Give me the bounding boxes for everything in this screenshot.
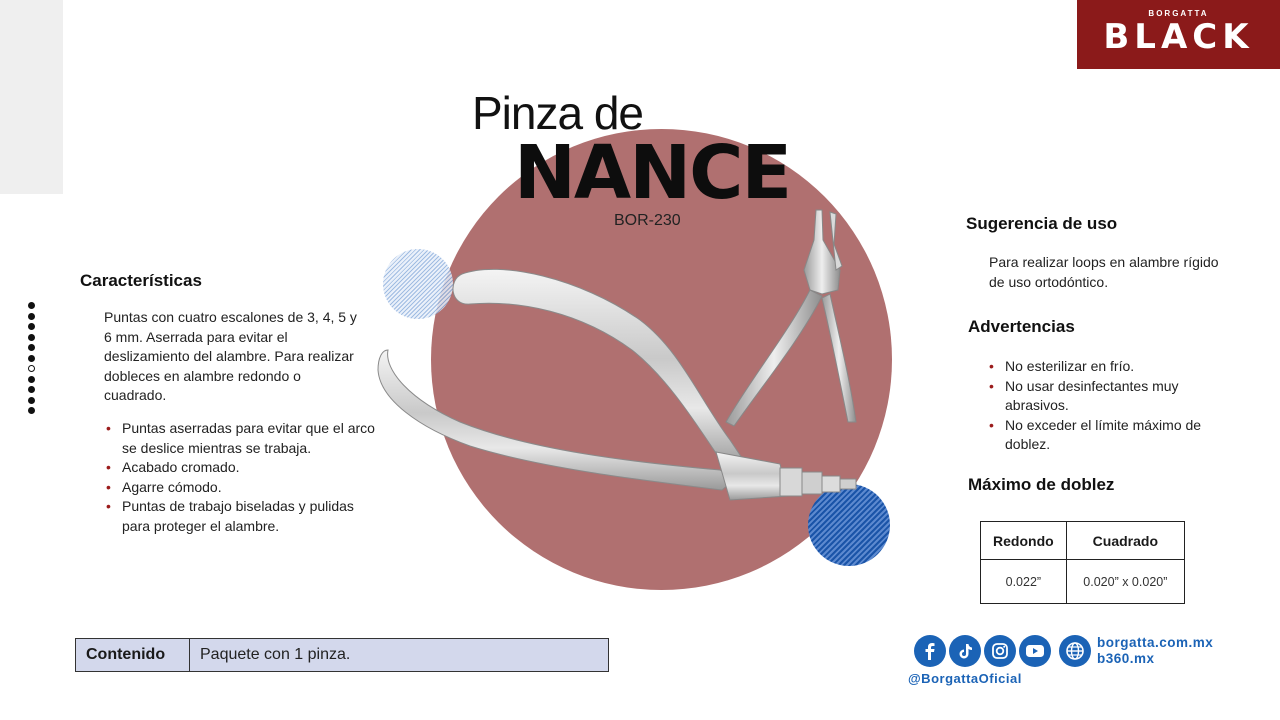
list-item: • No usar desinfectantes muy abrasivos. [987,377,1237,416]
title-line2: NANCE [514,130,790,216]
product-code: BOR-230 [614,212,681,229]
tiktok-icon[interactable] [949,635,981,667]
website-link-b360[interactable]: b360.mx [1097,651,1155,666]
brand-logo [1077,0,1280,69]
list-item: • Acabado cromado. [104,458,384,478]
caracteristicas-list [104,419,384,536]
instagram-icon[interactable] [984,635,1016,667]
pager-dot[interactable] [28,355,35,362]
pager-dot[interactable] [28,344,35,351]
advertencias-list [987,357,1237,455]
pager-dot[interactable] [28,397,35,404]
contenido-value: Paquete con 1 pinza. [200,646,351,663]
list-item: • Agarre cómodo. [104,478,384,498]
pager-dot[interactable] [28,334,35,341]
maximo-heading: Máximo de doblez [968,475,1115,494]
sugerencia-text: Para realizar loops en alambre rígido de uso ortodóntico. [989,254,1219,290]
brand-big-text: BLACK [1103,17,1254,57]
table-cell-cuadrado: 0.020” x 0.020” [1066,560,1184,604]
caracteristicas-intro: Puntas con cuatro escalones de 3, 4, 5 y 6 mm. Aserrada para evitar el deslizamiento del alambre. Para realizar dobleces en alambre redondo o cuadrado. [104,309,357,403]
pager-dot[interactable] [28,407,35,414]
table-header-cuadrado: Cuadrado [1066,522,1184,560]
advertencias-heading: Advertencias [968,317,1075,336]
facebook-icon[interactable] [914,635,946,667]
table-cell-redondo: 0.022” [981,560,1067,604]
website-link-borgatta[interactable]: borgatta.com.mx [1097,635,1214,650]
social-icons [914,635,1051,667]
pager-dot[interactable] [28,323,35,330]
social-handle[interactable]: @BorgattaOficial [908,671,1022,686]
list-item: • Puntas aserradas para evitar que el arco se deslice mientras se trabaja. [104,419,384,458]
pager-dot[interactable] [28,302,35,309]
title-line1: Pinza de [472,87,644,139]
contenido-box [75,638,609,672]
corner-block [0,0,63,194]
globe-icon[interactable] [1059,635,1091,667]
slide-pager[interactable] [26,302,36,418]
contenido-label: Contenido [76,639,190,671]
maximo-table [980,521,1185,604]
pliers-image [370,200,870,530]
list-item: • Puntas de trabajo biseladas y pulidas para proteger el alambre. [104,497,384,536]
website-links [1097,635,1213,667]
pager-dot[interactable] [28,313,35,320]
list-item: • No esterilizar en frío. [987,357,1237,377]
list-item: • No exceder el límite máximo de doblez. [987,416,1237,455]
sugerencia-heading: Sugerencia de uso [966,214,1118,233]
brand-small-text: BORGATTA [1148,9,1209,18]
pager-dot-active[interactable] [28,365,35,372]
caracteristicas-heading: Características [80,271,202,290]
pager-dot[interactable] [28,386,35,393]
table-header-redondo: Redondo [981,522,1067,560]
pager-dot[interactable] [28,376,35,383]
youtube-icon[interactable] [1019,635,1051,667]
